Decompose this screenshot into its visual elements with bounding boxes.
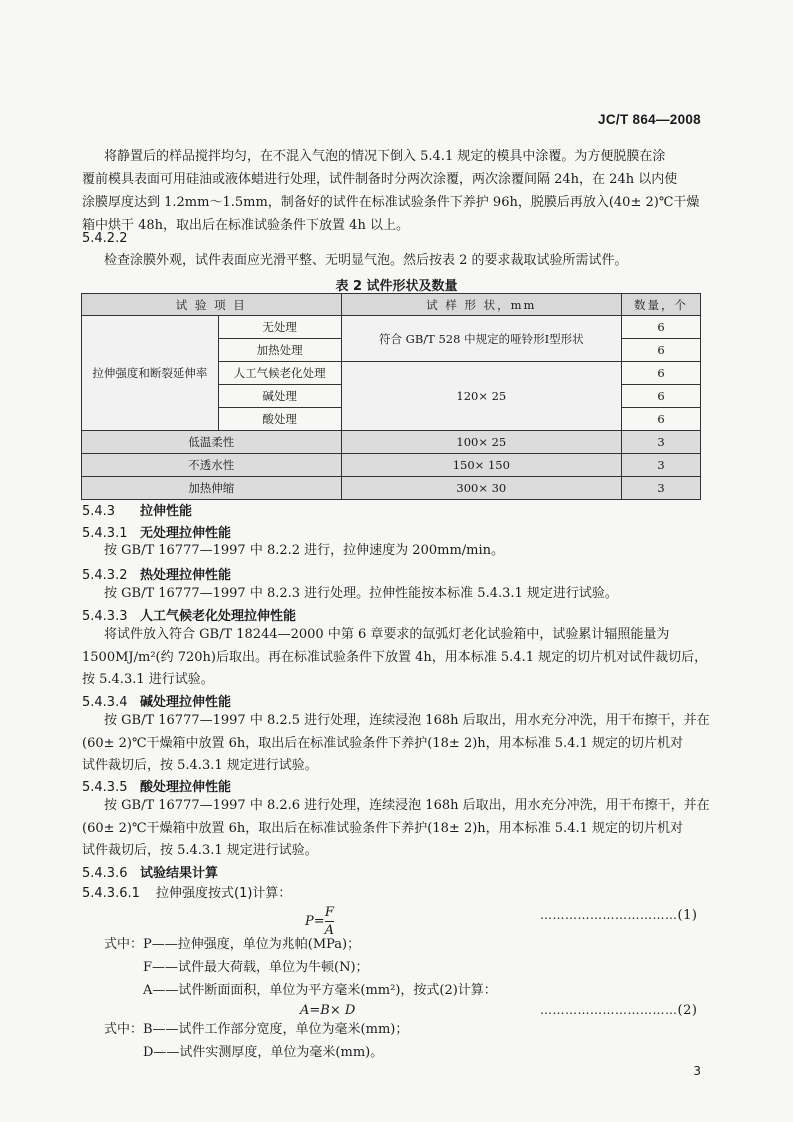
intro-line-3: 涂膜厚度达到 1.2mm～1.5mm，制备好的试件在标准试验条件下养护 96h，脱膜后再放入(40± 2)℃干燥 bbox=[82, 195, 700, 210]
equation-2-leader bbox=[540, 1003, 697, 1018]
section-5434-line-2: (60± 2)℃干燥箱中放置 6h，取出后在标准试验条件下养护(18± 2)h，用本标准 5.4.1 规定的切片机对 bbox=[82, 736, 683, 751]
equation-1-denominator: A bbox=[324, 923, 335, 938]
table2-group-label: 拉伸强度和断裂延伸率 bbox=[82, 316, 219, 431]
table2-count: 6 bbox=[622, 385, 701, 408]
table2-row-shape: 100× 25 bbox=[341, 431, 622, 454]
section-54361-body: 拉伸强度按式(1)计算： bbox=[156, 886, 292, 901]
section-5433-number: 5.4.3.3 bbox=[82, 609, 128, 624]
table-row bbox=[82, 431, 701, 454]
page-number: 3 bbox=[693, 1064, 701, 1078]
table2-row-count: 3 bbox=[622, 431, 701, 454]
table2-count: 6 bbox=[622, 316, 701, 339]
table2-row-count: 3 bbox=[622, 454, 701, 477]
section-5431-body: 按 GB/T 16777—1997 中 8.2.2 进行，拉伸速度为 200mm/min。 bbox=[104, 543, 505, 558]
section-5434-line-3: 试件裁切后，按 5.4.3.1 规定进行试验。 bbox=[82, 758, 318, 773]
section-543-number: 5.4.3 bbox=[82, 504, 116, 519]
intro-line-2: 覆前模具表面可用硅油或液体蜡进行处理，试件制备时分两次涂覆，两次涂覆间隔 24h，在 24h 以内使 bbox=[82, 172, 678, 187]
table2-count: 6 bbox=[622, 339, 701, 362]
table2-header-shape: 试 样 形 状，mm bbox=[341, 294, 622, 316]
table2-count: 6 bbox=[622, 362, 701, 385]
intro-line-4: 箱中烘干 48h，取出后在标准试验条件下放置 4h 以上。 bbox=[82, 218, 409, 233]
table2-subitem: 加热处理 bbox=[218, 339, 341, 362]
where1-line-2: F——试件最大荷载，单位为牛顿(N)； bbox=[143, 960, 369, 975]
section-5433-heading bbox=[82, 605, 296, 624]
section-5435-heading bbox=[82, 776, 231, 795]
where1-line-3: A——试件断面面积，单位为平方毫米(mm²)，按式(2)计算： bbox=[143, 983, 497, 998]
section-5422-number: 5.4.2.2 bbox=[82, 231, 128, 246]
section-5435-line-1: 按 GB/T 16777—1997 中 8.2.6 进行处理，连续浸泡 168h 后取出，用水充分冲洗，用干布擦干，并在 bbox=[104, 798, 710, 813]
table2-shape-dumbbell: 符合 GB/T 528 中规定的哑铃形Ⅰ型形状 bbox=[341, 316, 622, 362]
section-5435-line-2: (60± 2)℃干燥箱中放置 6h，取出后在标准试验条件下养护(18± 2)h，用本标准 5.4.1 规定的切片机对 bbox=[82, 821, 683, 836]
equation-1-dots: …………………………… bbox=[540, 908, 678, 922]
section-5434-heading bbox=[82, 691, 231, 710]
section-5435-number: 5.4.3.5 bbox=[82, 780, 128, 795]
section-5431-number: 5.4.3.1 bbox=[82, 526, 128, 541]
table2-row-count: 3 bbox=[622, 477, 701, 500]
table2-subitem: 无处理 bbox=[218, 316, 341, 339]
where2-line-1: 式中：B——试件工作部分宽度，单位为毫米(mm)； bbox=[104, 1022, 409, 1037]
section-5435-title: 酸处理拉伸性能 bbox=[140, 780, 232, 795]
table2-row-item: 不透水性 bbox=[82, 454, 342, 477]
equation-1-lhs: P= bbox=[305, 914, 325, 929]
section-5432-heading bbox=[82, 564, 231, 583]
table2-count: 6 bbox=[622, 408, 701, 431]
table-row bbox=[82, 454, 701, 477]
equation-1-numerator: F bbox=[324, 905, 334, 920]
where1-line-1: 式中：P——拉伸强度，单位为兆帕(MPa)； bbox=[104, 937, 361, 952]
table2 bbox=[81, 293, 701, 500]
section-5434-number: 5.4.3.4 bbox=[82, 695, 128, 710]
section-5422-text: 检查涂膜外观，试件表面应光滑平整、无明显气泡。然后按表 2 的要求裁取试验所需试件。 bbox=[104, 253, 628, 268]
section-5433-line-3: 按 5.4.3.1 进行试验。 bbox=[82, 672, 214, 687]
section-54361-number: 5.4.3.6.1 bbox=[82, 886, 140, 901]
table-row bbox=[82, 477, 701, 500]
table2-subitem: 碱处理 bbox=[218, 385, 341, 408]
section-5431-title: 无处理拉伸性能 bbox=[140, 526, 232, 541]
section-5436-title: 试验结果计算 bbox=[140, 866, 219, 881]
table2-header-count: 数量，个 bbox=[622, 294, 701, 316]
table2-caption: 表 2 试件形状及数量 bbox=[335, 279, 458, 294]
table2-subitem: 酸处理 bbox=[218, 408, 341, 431]
section-5433-line-1: 将试件放入符合 GB/T 18244—2000 中第 6 章要求的氙弧灯老化试验箱中，试验累计辐照能量为 bbox=[104, 627, 670, 642]
equation-1-tag: (1) bbox=[677, 908, 698, 923]
section-543-heading bbox=[82, 500, 192, 519]
section-5436-heading bbox=[82, 862, 218, 881]
table2-shape-120x25: 120× 25 bbox=[341, 362, 622, 431]
section-5434-line-1: 按 GB/T 16777—1997 中 8.2.5 进行处理，连续浸泡 168h 后取出，用水充分冲洗，用干布擦干，并在 bbox=[104, 713, 710, 728]
table2-row-item: 低温柔性 bbox=[82, 431, 342, 454]
equation-2-dots: …………………………… bbox=[540, 1003, 678, 1017]
table2-header-item: 试 验 项 目 bbox=[82, 294, 342, 316]
section-5434-title: 碱处理拉伸性能 bbox=[140, 695, 232, 710]
section-5432-number: 5.4.3.2 bbox=[82, 568, 128, 583]
table2-subitem: 人工气候老化处理 bbox=[218, 362, 341, 385]
table2-row-shape: 150× 150 bbox=[341, 454, 622, 477]
equation-2-tag: (2) bbox=[677, 1003, 698, 1018]
equation-2-expr: A=B× D bbox=[300, 1003, 356, 1018]
intro-line-1: 将静置后的样品搅拌均匀，在不混入气泡的情况下倒入 5.4.1 规定的模具中涂覆。为方便脱膜在涂 bbox=[104, 149, 666, 164]
equation-1-leader bbox=[540, 908, 697, 923]
table2-row-item: 加热伸缩 bbox=[82, 477, 342, 500]
section-5433-line-2: 1500MJ/m²(约 720h)后取出。再在标准试验条件下放置 4h，用本标准 5.4.1 规定的切片机对试件裁切后， bbox=[82, 650, 708, 665]
section-5433-title: 人工气候老化处理拉伸性能 bbox=[140, 609, 297, 624]
standard-code-header: JC/T 864—2008 bbox=[598, 112, 701, 127]
where2-line-2: D——试件实测厚度，单位为毫米(mm)。 bbox=[143, 1045, 384, 1060]
table2-row-shape: 300× 30 bbox=[341, 477, 622, 500]
section-5432-body: 按 GB/T 16777—1997 中 8.2.3 进行处理。拉伸性能按本标准 5.4.3.1 规定进行试验。 bbox=[104, 586, 618, 601]
section-5436-number: 5.4.3.6 bbox=[82, 866, 128, 881]
section-543-title: 拉伸性能 bbox=[140, 504, 193, 519]
section-54361-heading bbox=[82, 882, 291, 901]
section-5435-line-3: 试件裁切后，按 5.4.3.1 规定进行试验。 bbox=[82, 843, 318, 858]
section-5432-title: 热处理拉伸性能 bbox=[140, 568, 232, 583]
